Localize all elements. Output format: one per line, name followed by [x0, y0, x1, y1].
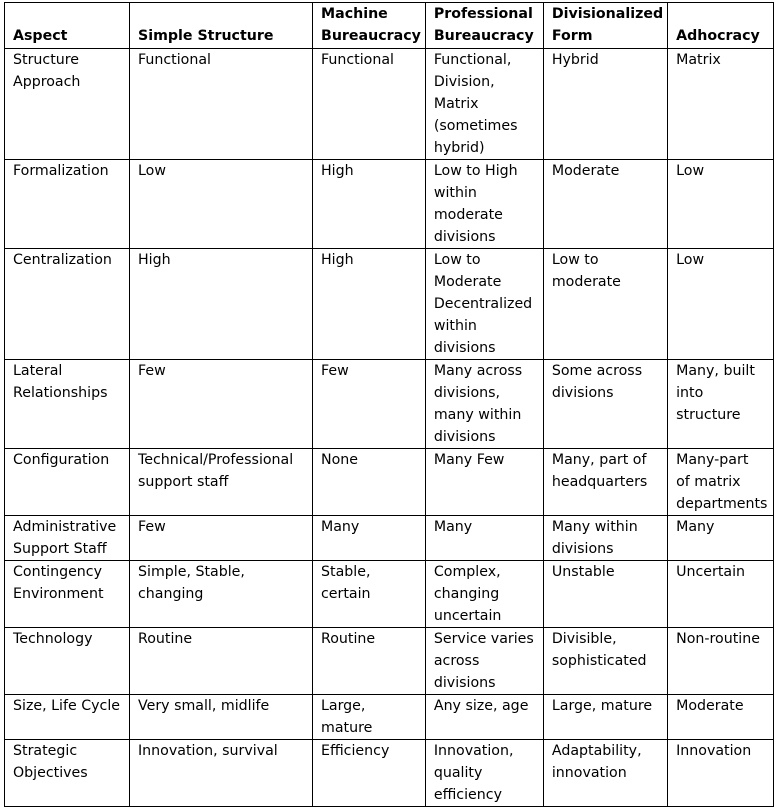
- row-strategic-objectives: [5, 740, 774, 807]
- cell-adhocracy: Moderate: [668, 695, 774, 740]
- cell-simple-structure: Few: [130, 516, 313, 561]
- header-machine-bureaucracy: Machine Bureaucracy: [313, 3, 426, 49]
- row-technology: [5, 628, 774, 695]
- header-row: [5, 3, 774, 49]
- cell-simple-structure: Very small, midlife: [130, 695, 313, 740]
- cell-adhocracy: Innovation: [668, 740, 774, 807]
- cell-professional-bureaucracy: Many across divisions, many within divisions: [425, 360, 543, 449]
- organizational-structures-table: [4, 2, 774, 807]
- cell-simple-structure: Innovation, survival: [130, 740, 313, 807]
- cell-machine-bureaucracy: Routine: [313, 628, 426, 695]
- row-configuration: [5, 449, 774, 516]
- cell-simple-structure: Few: [130, 360, 313, 449]
- cell-aspect: Size, Life Cycle: [5, 695, 130, 740]
- cell-machine-bureaucracy: High: [313, 160, 426, 249]
- header-divisionalized-form: Divisionalized Form: [543, 3, 667, 49]
- cell-machine-bureaucracy: Many: [313, 516, 426, 561]
- cell-professional-bureaucracy: Functional, Division, Matrix (sometimes hybrid): [425, 49, 543, 160]
- cell-machine-bureaucracy: Efficiency: [313, 740, 426, 807]
- cell-divisionalized-form: Adaptability, innovation: [543, 740, 667, 807]
- cell-divisionalized-form: Some across divisions: [543, 360, 667, 449]
- cell-aspect: Administrative Support Staff: [5, 516, 130, 561]
- cell-adhocracy: Low: [668, 160, 774, 249]
- cell-professional-bureaucracy: Service varies across divisions: [425, 628, 543, 695]
- cell-adhocracy: Many, built into structure: [668, 360, 774, 449]
- cell-aspect: Contingency Environment: [5, 561, 130, 628]
- cell-professional-bureaucracy: Any size, age: [425, 695, 543, 740]
- cell-professional-bureaucracy: Low to High within moderate divisions: [425, 160, 543, 249]
- cell-adhocracy: Many: [668, 516, 774, 561]
- header-aspect: Aspect: [5, 3, 130, 49]
- cell-adhocracy: Non-routine: [668, 628, 774, 695]
- cell-aspect: Lateral Relationships: [5, 360, 130, 449]
- cell-aspect: Technology: [5, 628, 130, 695]
- cell-simple-structure: Low: [130, 160, 313, 249]
- cell-aspect: Strategic Objectives: [5, 740, 130, 807]
- row-structure-approach: [5, 49, 774, 160]
- cell-adhocracy: Matrix: [668, 49, 774, 160]
- cell-simple-structure: Routine: [130, 628, 313, 695]
- cell-aspect: Configuration: [5, 449, 130, 516]
- cell-divisionalized-form: Divisible, sophisticated: [543, 628, 667, 695]
- header-simple-structure: Simple Structure: [130, 3, 313, 49]
- cell-machine-bureaucracy: Few: [313, 360, 426, 449]
- cell-machine-bureaucracy: High: [313, 249, 426, 360]
- row-centralization: [5, 249, 774, 360]
- cell-professional-bureaucracy: Complex, changing uncertain: [425, 561, 543, 628]
- row-lateral-relationships: [5, 360, 774, 449]
- row-administrative-support-staff: [5, 516, 774, 561]
- row-formalization: [5, 160, 774, 249]
- cell-machine-bureaucracy: Large, mature: [313, 695, 426, 740]
- cell-divisionalized-form: Moderate: [543, 160, 667, 249]
- cell-divisionalized-form: Many, part of headquarters: [543, 449, 667, 516]
- cell-aspect: Structure Approach: [5, 49, 130, 160]
- row-contingency-environment: [5, 561, 774, 628]
- cell-machine-bureaucracy: Stable, certain: [313, 561, 426, 628]
- cell-professional-bureaucracy: Low to Moderate Decentralized within divisions: [425, 249, 543, 360]
- cell-simple-structure: Functional: [130, 49, 313, 160]
- cell-simple-structure: High: [130, 249, 313, 360]
- cell-adhocracy: Many-part of matrix departments: [668, 449, 774, 516]
- cell-divisionalized-form: Many within divisions: [543, 516, 667, 561]
- cell-professional-bureaucracy: Innovation, quality efficiency: [425, 740, 543, 807]
- cell-divisionalized-form: Low to moderate: [543, 249, 667, 360]
- row-size-life-cycle: [5, 695, 774, 740]
- cell-divisionalized-form: Large, mature: [543, 695, 667, 740]
- cell-professional-bureaucracy: Many Few: [425, 449, 543, 516]
- cell-adhocracy: Low: [668, 249, 774, 360]
- cell-aspect: Formalization: [5, 160, 130, 249]
- cell-divisionalized-form: Unstable: [543, 561, 667, 628]
- cell-simple-structure: Simple, Stable, changing: [130, 561, 313, 628]
- cell-simple-structure: Technical/Professional support staff: [130, 449, 313, 516]
- cell-professional-bureaucracy: Many: [425, 516, 543, 561]
- cell-aspect: Centralization: [5, 249, 130, 360]
- cell-adhocracy: Uncertain: [668, 561, 774, 628]
- cell-machine-bureaucracy: None: [313, 449, 426, 516]
- cell-divisionalized-form: Hybrid: [543, 49, 667, 160]
- header-professional-bureaucracy: Professional Bureaucracy: [425, 3, 543, 49]
- header-adhocracy: Adhocracy: [668, 3, 774, 49]
- cell-machine-bureaucracy: Functional: [313, 49, 426, 160]
